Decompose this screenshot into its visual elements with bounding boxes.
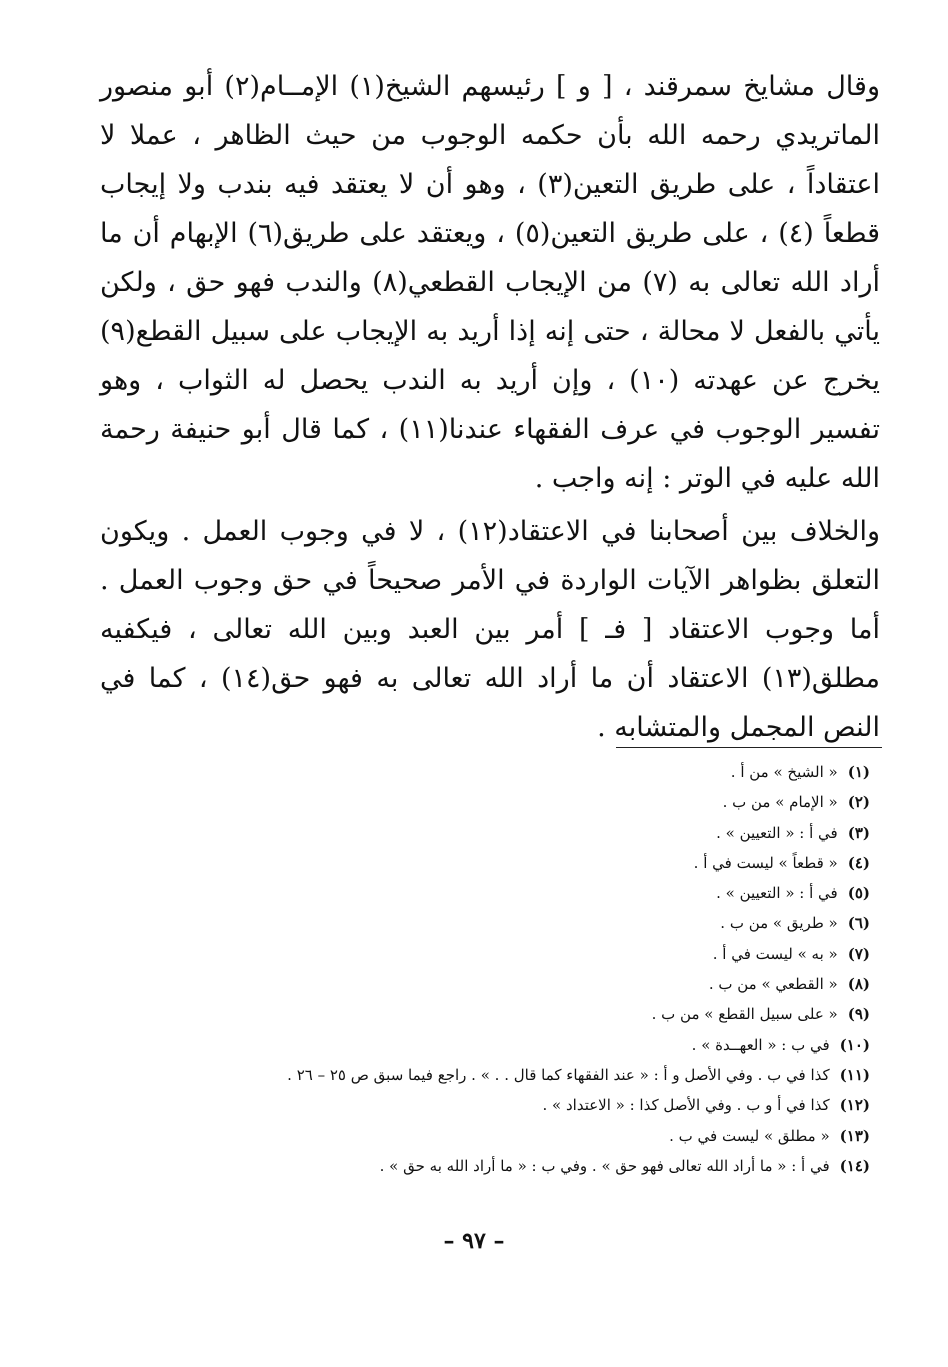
footnote <box>150 757 870 787</box>
footnote <box>150 969 870 999</box>
footnote-text: « الإمام » من ب . <box>722 793 838 812</box>
main-text <box>100 62 880 752</box>
footnote <box>150 1121 870 1151</box>
footnote-text: في أ : « ما أراد الله تعالى فهو حق » . وفي ب : « ما أراد الله به حق » . <box>379 1156 830 1175</box>
footnote <box>150 1151 870 1181</box>
footnote-number: (٣) <box>847 823 870 842</box>
footnote-number: (١) <box>847 763 870 781</box>
footnotes <box>150 757 870 1181</box>
footnote-number: (١٠) <box>839 1035 870 1054</box>
footnote-text: « الشيخ » من أ . <box>730 763 838 781</box>
footnote-number: (٩) <box>847 1005 870 1024</box>
footnote-number: (٥) <box>847 884 870 903</box>
footnote-text: « به » ليست في أ . <box>712 944 838 963</box>
footnote-number: (١٢) <box>839 1096 870 1115</box>
paragraph-2: والخلاف بين أصحابنا في الاعتقاد(١٢) ، لا في وجوب العمل . ويكون التعلق بظواهر الآيات الواردة في الأمر صحيحاً في حق وجوب العمل . أما وجوب الاعتقاد [ فـ ] أمر بين العبد وبين الله تعالى ، فيكفيه مطلق(١٣) الاعتقاد أن ما أراد الله تعالى به فهو حق(١٤) ، كما في النص المجمل والمتشابه . <box>100 516 881 743</box>
footnote <box>150 939 870 969</box>
footnote-text: في أ : « التعيين » . <box>716 884 838 903</box>
footnote <box>150 818 870 848</box>
footnote-number: (٨) <box>847 975 870 994</box>
footnote-text: « قطعاً » ليست في أ . <box>693 853 838 872</box>
footnote <box>150 878 870 908</box>
footnote <box>150 1030 870 1060</box>
footnote <box>150 787 870 817</box>
footnote-number: (٦) <box>847 914 870 933</box>
footnote-text: « القطعي » من ب . <box>708 975 838 994</box>
footnote-text: في أ : « التعيين » . <box>716 823 838 842</box>
footnote-text: « على سبيل القطع » من ب . <box>651 1005 838 1024</box>
footnote-number: (١١) <box>839 1065 870 1084</box>
footnote <box>150 999 870 1029</box>
footnote-divider <box>616 747 882 748</box>
footnote <box>150 908 870 938</box>
page-number: – ٩٧ – <box>443 1228 505 1254</box>
footnote-text: في ب : « العهــدة » . <box>691 1035 830 1054</box>
footnote-number: (١٣) <box>839 1126 870 1145</box>
footnote-text: « طريق » من ب . <box>720 914 838 933</box>
footnote-number: (٤) <box>847 853 870 872</box>
footnote <box>150 1060 870 1090</box>
footnote-number: (٢) <box>847 793 870 812</box>
footnote <box>150 1090 870 1120</box>
footnote <box>150 848 870 878</box>
footnote-number: (١٤) <box>839 1156 870 1175</box>
footnote-text: « مطلق » ليست في ب . <box>669 1126 830 1145</box>
footnote-text: كذا في ب . وفي الأصل و أ : « عند الفقهاء كما قال . . » . راجع فيما سبق ص ٢٥ – ٢٦ . <box>287 1065 830 1084</box>
paragraph-1: وقال مشايخ سمرقند ، [ و ] رئيسهم الشيخ(١) الإمــام(٢) أبو منصور الماتريدي رحمه الله بأن حكمه الوجوب من حيث الظاهر ، عملا لا اعتقاداً ، على طريق التعين(٣) ، وهو أن لا يعتقد فيه بندب ولا إيجاب قطعاً (٤) ، على طريق التعين(٥) ، ويعتقد على طريق(٦) الإبهام أن ما أراد الله تعالى به (٧) من الإيجاب القطعي(٨) والندب فهو حق ، ولكن يأتي بالفعل لا محالة ، حتى إنه إذا أريد به الإيجاب على سبيل القطع(٩) يخرج عن عهدته (١٠) ، وإن أريد به الندب يحصل له الثواب ، وهو تفسير الوجوب في عرف الفقهاء عندنا(١١) ، كما قال أبو حنيفة رحمة الله عليه في الوتر : إنه واجب . <box>100 71 881 494</box>
footnote-text: كذا في أ و ب . وفي الأصل كذا : « الاعتداد » . <box>542 1096 830 1115</box>
footnote-number: (٧) <box>847 944 870 963</box>
